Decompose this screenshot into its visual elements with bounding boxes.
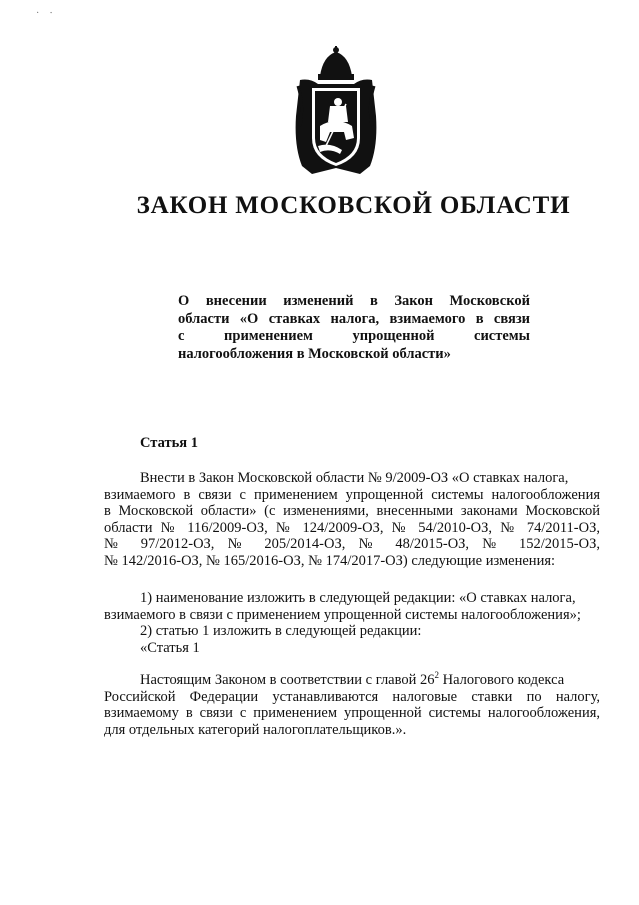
text-line: 2) статью 1 изложить в следующей редакции:	[140, 623, 422, 639]
text-fragment: Налогового кодекса	[439, 672, 565, 688]
text-line: № 97/2012-ОЗ, № 205/2014-ОЗ, № 48/2015-ОЗ, № 152/2015-ОЗ,	[104, 536, 600, 552]
text-line: Российской Федерации устанавливаются налоговые ставки по налогу,	[104, 688, 600, 705]
article-heading: Статья 1	[140, 435, 198, 451]
subtitle-line: налогообложения в Московской области»	[178, 345, 451, 362]
text-line: взимаемого в связи с применением упрощенной системы налогообложения»;	[104, 606, 581, 623]
superscript: 2	[434, 670, 440, 680]
paragraph-amendments	[104, 470, 600, 569]
text-line: «Статья 1	[140, 639, 200, 656]
law-subtitle	[178, 293, 530, 363]
text-line: № 142/2016-ОЗ, № 165/2016-ОЗ, № 174/2017-ОЗ) следующие изменения:	[104, 552, 556, 569]
text-line: области № 116/2009-ОЗ, № 124/2009-ОЗ, № 54/2010-ОЗ, № 74/2011-ОЗ,	[104, 519, 600, 536]
law-title: ЗАКОН МОСКОВСКОЙ ОБЛАСТИ	[136, 192, 571, 219]
subtitle-line: области «О ставках налога, взимаемого в связи	[178, 310, 530, 327]
paragraph-new-article-text	[104, 672, 600, 738]
text-line: Внести в Закон Московской области № 9/2009-ОЗ «О ставках налога,	[140, 470, 569, 486]
text-line: для отдельных категорий налогоплательщиков.».	[104, 721, 407, 738]
text-line: взимаемого в связи с применением упрощенной системы налогообложения	[104, 486, 600, 503]
text-line: 1) наименование изложить в следующей редакции: «О ставках налога,	[140, 590, 576, 606]
coat-of-arms-emblem	[290, 46, 382, 176]
text-line	[104, 672, 600, 689]
subtitle-line: О внесении изменений в Закон Московской	[178, 293, 530, 309]
text-line: взимаемому в связи с применением упрощенной системы налогообложения,	[104, 705, 600, 721]
subtitle-line: с применением упрощенной системы	[178, 328, 530, 344]
paragraph-changes-list	[104, 590, 600, 656]
text-line: в Московской области» (с изменениями, внесенными законами Московской	[104, 503, 600, 519]
scan-specks: · ⋅	[36, 8, 53, 19]
text-fragment: Настоящим Законом в соответствии с главой 26	[140, 672, 435, 688]
